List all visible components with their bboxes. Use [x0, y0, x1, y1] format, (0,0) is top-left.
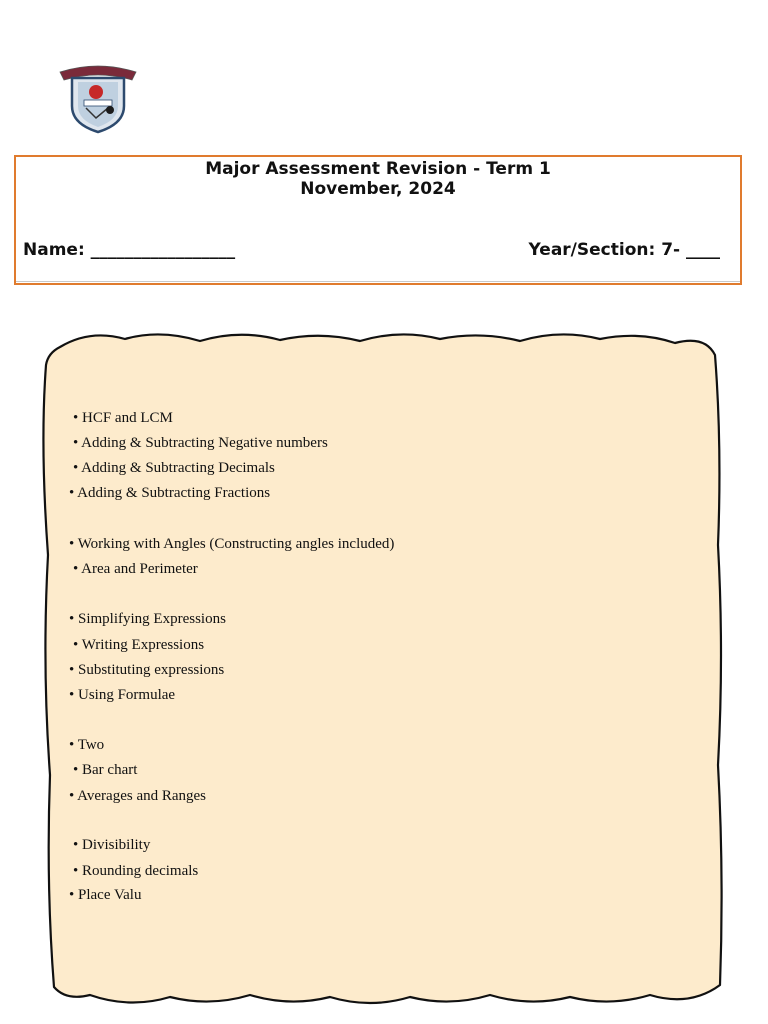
topic-item: • Divisibility: [73, 837, 151, 853]
topic-item: • Adding & Subtracting Negative numbers: [73, 435, 328, 451]
header-box: [14, 155, 742, 285]
topic-item: • Substituting expressions: [69, 662, 225, 678]
topic-item: • Averages and Ranges: [69, 788, 207, 804]
topic-item: • Adding & Subtracting Decimals: [73, 460, 275, 476]
school-crest-icon: [56, 62, 140, 134]
topic-item: • Simplifying Expressions: [69, 611, 226, 627]
page-date: November, 2024: [300, 179, 456, 199]
topic-item: • Area and Perimeter: [73, 561, 198, 577]
topic-item: • Working with Angles (Constructing angles included): [69, 536, 395, 552]
topic-item: • HCF and LCM: [73, 410, 173, 426]
page-title: Major Assessment Revision - Term 1: [205, 159, 551, 179]
school-logo: [56, 62, 140, 134]
year-section-field-label: Year/Section: 7- ____: [528, 240, 720, 260]
header-divider: [16, 281, 740, 282]
topic-item: • Bar chart: [73, 762, 138, 778]
topic-item: • Place Valu: [69, 887, 142, 903]
topic-item: • Adding & Subtracting Fractions: [69, 485, 271, 501]
name-field-label: Name: _________________: [23, 240, 236, 260]
topic-item: • Rounding decimals: [73, 863, 199, 879]
topic-item: • Two: [69, 737, 105, 753]
topic-item: • Writing Expressions: [73, 637, 205, 653]
topic-item: • Using Formulae: [69, 687, 176, 703]
topics-panel: [30, 325, 730, 1015]
